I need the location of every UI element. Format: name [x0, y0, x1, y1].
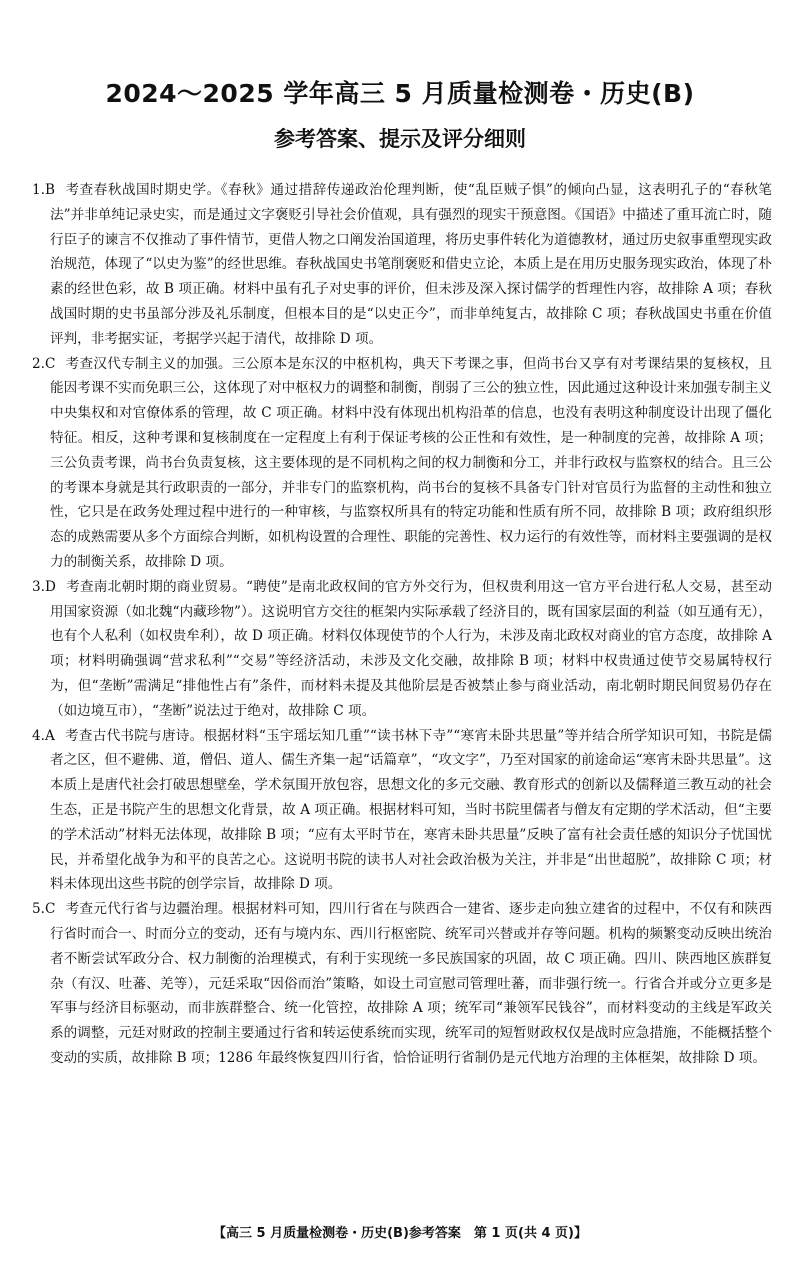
answer-number: 5.: [32, 901, 45, 918]
answer-item-1: [32, 178, 772, 352]
answer-item-2: [32, 352, 772, 575]
answer-option: A: [44, 727, 55, 744]
answer-item-3: [32, 575, 772, 724]
answer-explanation: 考查古代书院与唐诗。根据材料“玉宇瑶坛知几重”“读书林下寺”“寒宵未卧共思量”等并结合所学知识可知，书院是儒者之区，但不避佛、道，僧侣、道人、儒生齐集一起“话篇章”，“攻文字”，乃至对国家的前途命运“寒宵未卧共思量”。这本质上是唐代社会打破思想壁垒，学术氛围开放包容，思想文化的多元交融、教育形式的创新以及儒释道三教互动的社会生态，正是书院产生的思想文化背景，故 A 项正确。根据材料可知，当时书院里儒者与僧友有定期的学术活动，但“主要的学术活动”材料无法体现，故排除 B 项；“应有太平时节在，寒宵未卧共思量”反映了富有社会责任感的知识分子忧国忧民，并希望化战争为和平的良苦之心。这说明书院的读书人对社会政治极为关注，并非是“出世超脱”，故排除 C 项；材料未体现出这些书院的创学宗旨，故排除 D 项。: [50, 727, 772, 893]
answer-option: C: [44, 355, 56, 372]
answer-option: B: [44, 182, 55, 198]
answer-number: 2.: [32, 355, 45, 372]
answer-number: 3.: [32, 578, 45, 595]
answer-list: [32, 178, 772, 1071]
answer-item-5: [32, 897, 772, 1071]
answer-explanation: 考查春秋战国时期史学。《春秋》通过措辞传递政治伦理判断，使“乱臣贼子惧”的倾向凸显，这表明孔子的“春秋笔法”并非单纯记录史实，而是通过文字褒贬引导社会价值观，具有强烈的现实干预意图。《国语》中描述了重耳流亡时，随行臣子的谏言不仅推动了事件情节，更借人物之口阐发治国道理，将历史事件转化为道德教材，通过历史叙事重塑现实政治规范，体现了“以史为鉴”的经世思维。春秋战国史书笔削褒贬和借史立论，本质上是在用历史服务现实政治，体现了朴素的经世色彩，故 B 项正确。材料中虽有孔子对史事的评价，但未涉及深入探讨儒学的哲理性内容，故排除 A 项；春秋战国时期的史书虽部分涉及礼乐制度，但根本目的是“以史正今”，而非单纯复古，故排除 C 项；春秋战国史书重在价值评判，非考据实证，考据学兴起于清代，故排除 D 项。: [50, 182, 772, 347]
answer-explanation: 考查元代行省与边疆治理。根据材料可知，四川行省在与陕西合一建省、逐步走向独立建省的过程中，不仅有和陕西行省时而合一、时而分立的变动，还有与境内东、西川行枢密院、统军司兴替或并存等问题。机构的频繁变动反映出统治者不断尝试军政分合、权力制衡的治理模式，有利于实现统一多民族国家的巩固，故 C 项正确。四川、陕西地区族群复杂（有汉、吐蕃、羌等），元廷采取“因俗而治”策略，如设土司宣慰司管理吐蕃，而非强行统一。行省合并或分立更多是军事与经济目标驱动，而非族群整合、统一化管控，故排除 A 项；统军司“兼领军民钱谷”，而材料变动的主线是军政关系的调整，元廷对财政的控制主要通过行省和转运使系统而实现，统军司的短暂财政权仅是战时应急措施，不能概括整个变动的实质，故排除 B 项；1286 年最终恢复四川行省，恰恰证明行省制仍是元代地方治理的主体框架，故排除 D 项。: [50, 901, 772, 1066]
answer-explanation: 考查南北朝时期的商业贸易。“聘使”是南北政权间的官方外交行为，但权贵利用这一官方平台进行私人交易，甚至动用国家资源（如北魏“内藏珍物”）。这说明官方交往的框架内实际承载了经济目的，既有国家层面的利益（如互通有无），也有个人私利（如权贵牟利），故 D 项正确。材料仅体现使节的个人行为，未涉及南北政权对商业的官方态度，故排除 A 项；材料明确强调“营求私利”“交易”等经济活动，未涉及文化交融，故排除 B 项；材料中权贵通过使节交易属特权行为，但“垄断”需满足“排他性占有”条件，而材料未提及其他阶层是否被禁止参与商业活动，南北朝时期民间贸易仍存在（如边境互市），“垄断”说法过于绝对，故排除 C 项。: [50, 578, 772, 719]
answer-explanation: 考查汉代专制主义的加强。三公原本是东汉的中枢机构，典天下考课之事，但尚书台又享有对考课结果的复核权，且能因考课不实而免职三公，这体现了对中枢权力的调整和制衡，削弱了三公的独立性，因此通过这种设计来加强专制主义中央集权和对官僚体系的管理，故 C 项正确。材料中没有体现出机构沿革的信息，也没有表明这种制度设计出现了僵化特征。相反，这种考课和复核制度在一定程度上有利于保证考核的公正性和有效性，是一种制度的完善，故排除 A 项；三公负责考课，尚书台负责复核，这主要体现的是不同机构之间的权力制衡和分工，并非行政权与监察权的结合。且三公的考课本身就是其行政职责的一部分，并非专门的监察机构，尚书台的复核不具备专门针对官员行为监督的主动性和独立性，它只是在政务处理过程中进行的一种审核，与监察权所具有的特定功能和性质有所不同，故排除 B 项；政府组织形态的成熟需要从多个方面综合判断，如机构设置的合理性、职能的完善性、权力运行的有效性等，而材料主要强调的是权力的制衡关系，故排除 D 项。: [50, 355, 772, 570]
page-footer: 【高三 5 月质量检测卷・历史(B)参考答案 第 1 页(共 4 页)】: [213, 1226, 587, 1241]
page-title: 2024～2025 学年高三 5 月质量检测卷・历史(B): [105, 79, 695, 108]
answer-number: 1.: [32, 182, 45, 198]
answer-option: C: [44, 901, 56, 918]
answer-number: 4.: [32, 727, 45, 744]
answer-item-4: [32, 724, 772, 898]
page-subtitle: 参考答案、提示及评分细则: [274, 127, 526, 151]
answer-option: D: [44, 578, 56, 595]
